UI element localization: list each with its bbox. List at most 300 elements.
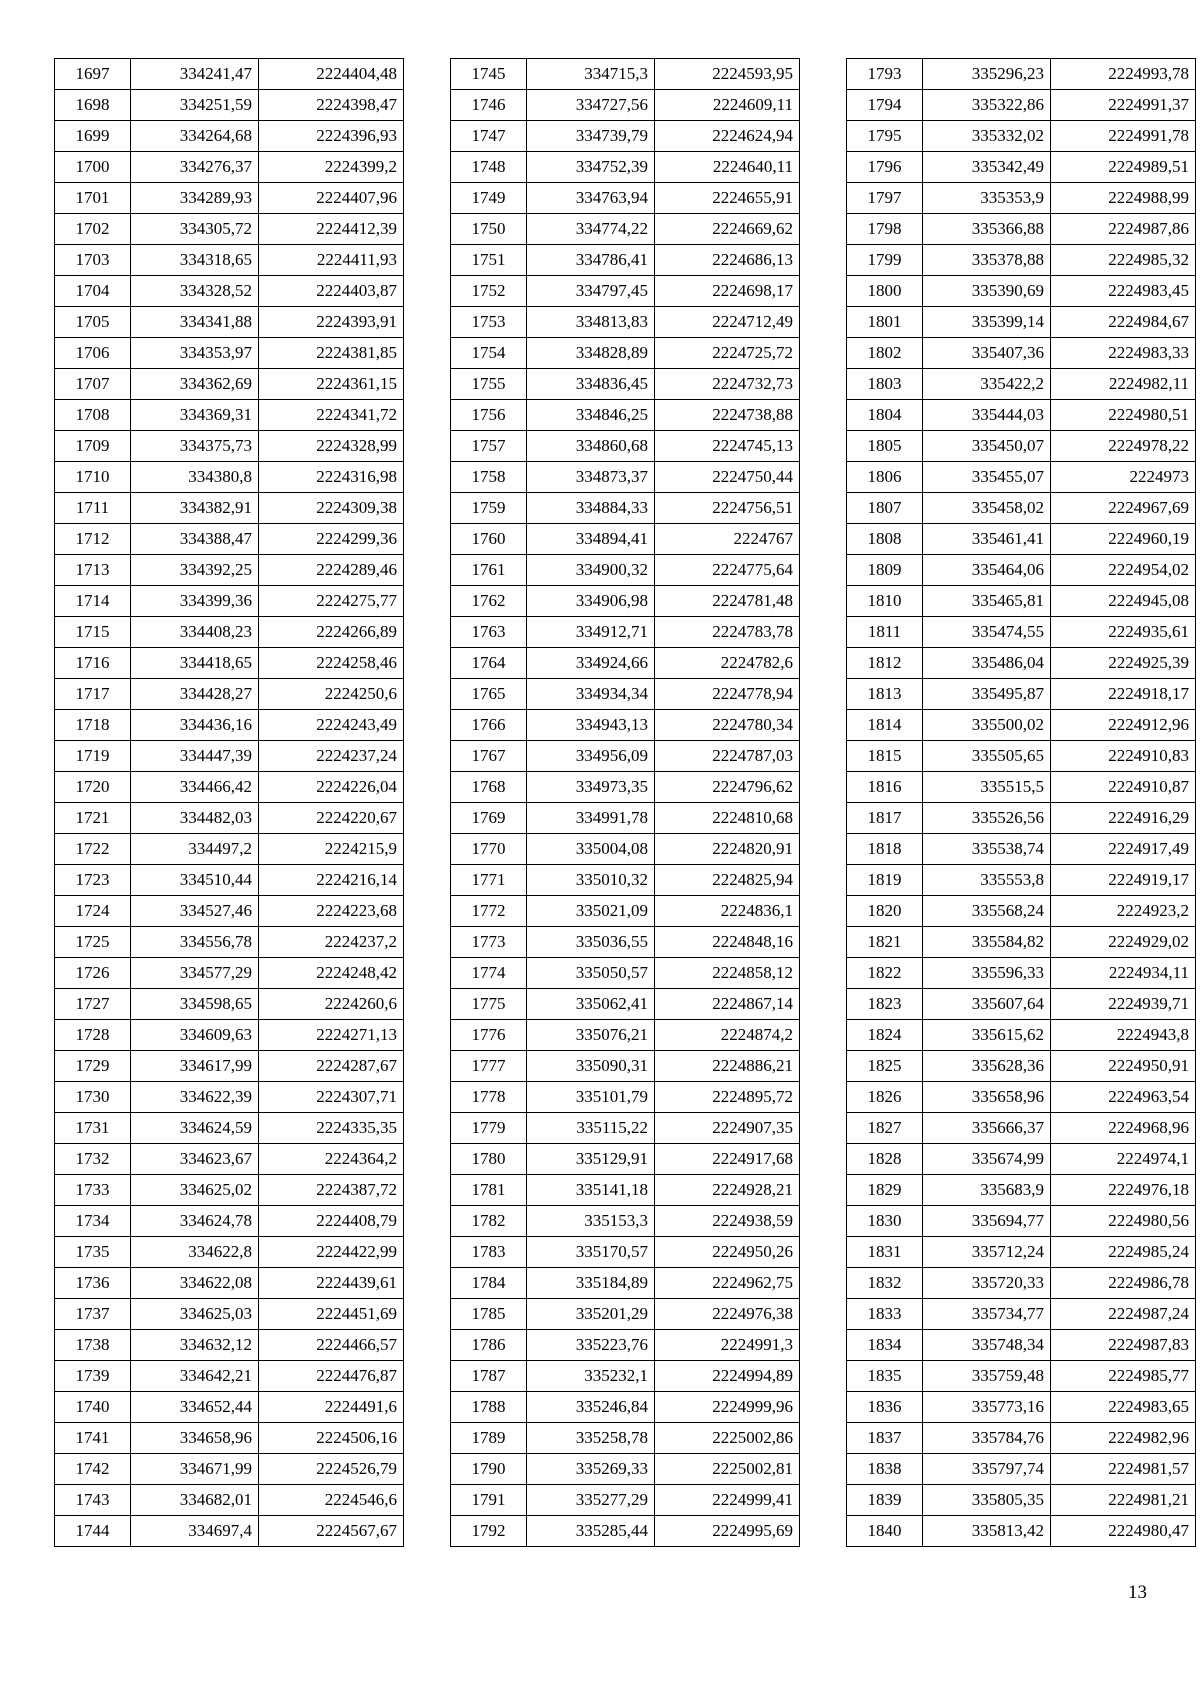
point-number-cell: 1785 [451,1299,527,1330]
x-coordinate-cell: 335269,33 [527,1454,655,1485]
x-coordinate-cell: 335455,07 [923,462,1051,493]
point-number-cell: 1708 [55,400,131,431]
point-number-cell: 1747 [451,121,527,152]
table-row [451,214,800,245]
y-coordinate-cell: 2224974,1 [1051,1144,1196,1175]
x-coordinate-cell: 334408,23 [131,617,259,648]
x-coordinate-cell: 335010,32 [527,865,655,896]
y-coordinate-cell: 2224216,14 [259,865,404,896]
x-coordinate-cell: 335223,76 [527,1330,655,1361]
y-coordinate-cell: 2224934,11 [1051,958,1196,989]
point-number-cell: 1765 [451,679,527,710]
table-row [847,493,1196,524]
point-number-cell: 1809 [847,555,923,586]
point-number-cell: 1775 [451,989,527,1020]
point-number-cell: 1834 [847,1330,923,1361]
x-coordinate-cell: 335141,18 [527,1175,655,1206]
x-coordinate-cell: 334884,33 [527,493,655,524]
x-coordinate-cell: 334763,94 [527,183,655,214]
point-number-cell: 1734 [55,1206,131,1237]
point-number-cell: 1793 [847,59,923,90]
table-row [451,1454,800,1485]
table-row [55,1485,404,1516]
point-number-cell: 1706 [55,338,131,369]
point-number-cell: 1753 [451,307,527,338]
x-coordinate-cell: 335422,2 [923,369,1051,400]
table-row [847,679,1196,710]
table-row [55,989,404,1020]
x-coordinate-cell: 334625,02 [131,1175,259,1206]
point-number-cell: 1810 [847,586,923,617]
table-row [847,927,1196,958]
x-coordinate-cell: 334369,31 [131,400,259,431]
table-row [847,741,1196,772]
y-coordinate-cell: 2224982,11 [1051,369,1196,400]
y-coordinate-cell: 2224698,17 [655,276,800,307]
y-coordinate-cell: 2224983,33 [1051,338,1196,369]
x-coordinate-cell: 334991,78 [527,803,655,834]
point-number-cell: 1725 [55,927,131,958]
y-coordinate-cell: 2224984,67 [1051,307,1196,338]
table-row [55,710,404,741]
point-number-cell: 1704 [55,276,131,307]
x-coordinate-cell: 334912,71 [527,617,655,648]
x-coordinate-cell: 335129,91 [527,1144,655,1175]
point-number-cell: 1801 [847,307,923,338]
x-coordinate-cell: 335258,78 [527,1423,655,1454]
x-coordinate-cell: 335759,48 [923,1361,1051,1392]
table-row [451,183,800,214]
y-coordinate-cell: 2224968,96 [1051,1113,1196,1144]
x-coordinate-cell: 335115,22 [527,1113,655,1144]
table-row [55,338,404,369]
point-number-cell: 1816 [847,772,923,803]
x-coordinate-cell: 335666,37 [923,1113,1051,1144]
x-coordinate-cell: 335658,96 [923,1082,1051,1113]
table-row [847,710,1196,741]
table-row [55,1268,404,1299]
table-row [847,1113,1196,1144]
point-number-cell: 1831 [847,1237,923,1268]
table-row [847,400,1196,431]
table-row [55,1423,404,1454]
point-number-cell: 1837 [847,1423,923,1454]
y-coordinate-cell: 2224923,2 [1051,896,1196,927]
x-coordinate-cell: 334894,41 [527,524,655,555]
x-coordinate-cell: 334739,79 [527,121,655,152]
y-coordinate-cell: 2224782,6 [655,648,800,679]
y-coordinate-cell: 2224381,85 [259,338,404,369]
point-number-cell: 1707 [55,369,131,400]
point-number-cell: 1750 [451,214,527,245]
table-row [451,1175,800,1206]
point-number-cell: 1784 [451,1268,527,1299]
table-row [847,59,1196,90]
y-coordinate-cell: 2224364,2 [259,1144,404,1175]
x-coordinate-cell: 334556,78 [131,927,259,958]
table-row [451,1237,800,1268]
x-coordinate-cell: 335101,79 [527,1082,655,1113]
point-number-cell: 1711 [55,493,131,524]
x-coordinate-cell: 335170,57 [527,1237,655,1268]
point-number-cell: 1792 [451,1516,527,1547]
point-number-cell: 1781 [451,1175,527,1206]
y-coordinate-cell: 2224980,47 [1051,1516,1196,1547]
x-coordinate-cell: 335407,36 [923,338,1051,369]
table-row [451,1423,800,1454]
x-coordinate-cell: 335813,42 [923,1516,1051,1547]
x-coordinate-cell: 335797,74 [923,1454,1051,1485]
point-number-cell: 1777 [451,1051,527,1082]
x-coordinate-cell: 335734,77 [923,1299,1051,1330]
y-coordinate-cell: 2224929,02 [1051,927,1196,958]
point-number-cell: 1800 [847,276,923,307]
x-coordinate-cell: 335366,88 [923,214,1051,245]
y-coordinate-cell: 2224928,21 [655,1175,800,1206]
point-number-cell: 1738 [55,1330,131,1361]
table-row [55,865,404,896]
table-row [451,59,800,90]
point-number-cell: 1788 [451,1392,527,1423]
table-row [55,276,404,307]
y-coordinate-cell: 2224945,08 [1051,586,1196,617]
x-coordinate-cell: 334353,97 [131,338,259,369]
y-coordinate-cell: 2224732,73 [655,369,800,400]
point-number-cell: 1829 [847,1175,923,1206]
table-row [847,555,1196,586]
y-coordinate-cell: 2224910,83 [1051,741,1196,772]
table-row [451,1330,800,1361]
x-coordinate-cell: 335021,09 [527,896,655,927]
table-row [55,1206,404,1237]
y-coordinate-cell: 2224781,48 [655,586,800,617]
y-coordinate-cell: 2224987,83 [1051,1330,1196,1361]
y-coordinate-cell: 2224976,18 [1051,1175,1196,1206]
table-row [55,1392,404,1423]
table-row [847,1454,1196,1485]
point-number-cell: 1743 [55,1485,131,1516]
x-coordinate-cell: 335712,24 [923,1237,1051,1268]
point-number-cell: 1754 [451,338,527,369]
x-coordinate-cell: 335553,8 [923,865,1051,896]
y-coordinate-cell: 2224316,98 [259,462,404,493]
point-number-cell: 1705 [55,307,131,338]
table-row [451,648,800,679]
x-coordinate-cell: 335694,77 [923,1206,1051,1237]
point-number-cell: 1702 [55,214,131,245]
x-coordinate-cell: 335526,56 [923,803,1051,834]
table-row [55,958,404,989]
x-coordinate-cell: 335153,3 [527,1206,655,1237]
y-coordinate-cell: 2224981,57 [1051,1454,1196,1485]
y-coordinate-cell: 2224783,78 [655,617,800,648]
point-number-cell: 1818 [847,834,923,865]
y-coordinate-cell: 2224989,51 [1051,152,1196,183]
point-number-cell: 1776 [451,1020,527,1051]
table-row [847,1144,1196,1175]
point-number-cell: 1813 [847,679,923,710]
x-coordinate-cell: 334466,42 [131,772,259,803]
y-coordinate-cell: 2224993,78 [1051,59,1196,90]
y-coordinate-cell: 2224960,19 [1051,524,1196,555]
x-coordinate-cell: 334906,98 [527,586,655,617]
x-coordinate-cell: 335322,86 [923,90,1051,121]
point-number-cell: 1715 [55,617,131,648]
point-number-cell: 1807 [847,493,923,524]
table-row [847,121,1196,152]
x-coordinate-cell: 335004,08 [527,834,655,865]
point-number-cell: 1820 [847,896,923,927]
y-coordinate-cell: 2224712,49 [655,307,800,338]
x-coordinate-cell: 335184,89 [527,1268,655,1299]
table-row [847,462,1196,493]
point-number-cell: 1811 [847,617,923,648]
point-number-cell: 1836 [847,1392,923,1423]
table-row [847,152,1196,183]
x-coordinate-cell: 335296,23 [923,59,1051,90]
point-number-cell: 1770 [451,834,527,865]
table-row [55,648,404,679]
y-coordinate-cell: 2224669,62 [655,214,800,245]
point-number-cell: 1835 [847,1361,923,1392]
point-number-cell: 1712 [55,524,131,555]
x-coordinate-cell: 335090,31 [527,1051,655,1082]
table-row [55,1299,404,1330]
x-coordinate-cell: 335232,1 [527,1361,655,1392]
table-row [451,803,800,834]
x-coordinate-cell: 335628,36 [923,1051,1051,1082]
x-coordinate-cell: 334697,4 [131,1516,259,1547]
y-coordinate-cell: 2224307,71 [259,1082,404,1113]
y-coordinate-cell: 2224836,1 [655,896,800,927]
y-coordinate-cell: 2224309,38 [259,493,404,524]
table-row [847,369,1196,400]
y-coordinate-cell: 2224999,41 [655,1485,800,1516]
y-coordinate-cell: 2224750,44 [655,462,800,493]
point-number-cell: 1838 [847,1454,923,1485]
table-row [847,183,1196,214]
y-coordinate-cell: 2224985,32 [1051,245,1196,276]
y-coordinate-cell: 2224258,46 [259,648,404,679]
x-coordinate-cell: 334388,47 [131,524,259,555]
table-row [55,803,404,834]
table-row [451,90,800,121]
table-row [847,1175,1196,1206]
y-coordinate-cell: 2224991,37 [1051,90,1196,121]
point-number-cell: 1771 [451,865,527,896]
x-coordinate-cell: 334846,25 [527,400,655,431]
table-row [55,1175,404,1206]
table-row [451,1268,800,1299]
x-coordinate-cell: 335465,81 [923,586,1051,617]
y-coordinate-cell: 2224954,02 [1051,555,1196,586]
table-row [55,772,404,803]
y-coordinate-cell: 2224917,68 [655,1144,800,1175]
x-coordinate-cell: 335500,02 [923,710,1051,741]
table-row [55,1330,404,1361]
table-row [847,803,1196,834]
y-coordinate-cell: 2224994,89 [655,1361,800,1392]
y-coordinate-cell: 2224476,87 [259,1361,404,1392]
table-row [451,121,800,152]
point-number-cell: 1745 [451,59,527,90]
x-coordinate-cell: 335201,29 [527,1299,655,1330]
x-coordinate-cell: 334671,99 [131,1454,259,1485]
point-number-cell: 1832 [847,1268,923,1299]
table-row [847,1051,1196,1082]
table-row [451,338,800,369]
y-coordinate-cell: 2224950,91 [1051,1051,1196,1082]
table-row [847,307,1196,338]
point-number-cell: 1766 [451,710,527,741]
x-coordinate-cell: 335399,14 [923,307,1051,338]
table-row [847,896,1196,927]
table-row [55,183,404,214]
point-number-cell: 1795 [847,121,923,152]
table-row [55,431,404,462]
y-coordinate-cell: 2224874,2 [655,1020,800,1051]
x-coordinate-cell: 334577,29 [131,958,259,989]
y-coordinate-cell: 2224935,61 [1051,617,1196,648]
y-coordinate-cell: 2224407,96 [259,183,404,214]
x-coordinate-cell: 335353,9 [923,183,1051,214]
table-row [847,1206,1196,1237]
table-row [55,1082,404,1113]
y-coordinate-cell: 2224999,96 [655,1392,800,1423]
point-number-cell: 1713 [55,555,131,586]
table-row [451,586,800,617]
table-row [55,1516,404,1547]
y-coordinate-cell: 2224858,12 [655,958,800,989]
x-coordinate-cell: 334625,03 [131,1299,259,1330]
x-coordinate-cell: 334622,08 [131,1268,259,1299]
y-coordinate-cell: 2225002,86 [655,1423,800,1454]
y-coordinate-cell: 2224287,67 [259,1051,404,1082]
point-number-cell: 1727 [55,989,131,1020]
point-number-cell: 1783 [451,1237,527,1268]
x-coordinate-cell: 334527,46 [131,896,259,927]
y-coordinate-cell: 2224289,46 [259,555,404,586]
point-number-cell: 1828 [847,1144,923,1175]
point-number-cell: 1720 [55,772,131,803]
point-number-cell: 1763 [451,617,527,648]
y-coordinate-cell: 2224260,6 [259,989,404,1020]
point-number-cell: 1752 [451,276,527,307]
x-coordinate-cell: 335615,62 [923,1020,1051,1051]
table-row [55,90,404,121]
y-coordinate-cell: 2224226,04 [259,772,404,803]
y-coordinate-cell: 2224962,75 [655,1268,800,1299]
point-number-cell: 1749 [451,183,527,214]
point-number-cell: 1718 [55,710,131,741]
point-number-cell: 1779 [451,1113,527,1144]
table-row [451,276,800,307]
table-row [847,1361,1196,1392]
table-row [55,741,404,772]
table-row [55,1020,404,1051]
point-number-cell: 1814 [847,710,923,741]
x-coordinate-cell: 335444,03 [923,400,1051,431]
point-number-cell: 1757 [451,431,527,462]
y-coordinate-cell: 2224361,15 [259,369,404,400]
x-coordinate-cell: 335495,87 [923,679,1051,710]
y-coordinate-cell: 2224988,99 [1051,183,1196,214]
table-row [847,1392,1196,1423]
x-coordinate-cell: 335390,69 [923,276,1051,307]
y-coordinate-cell: 2224910,87 [1051,772,1196,803]
table-row [847,1268,1196,1299]
table-row [451,1082,800,1113]
point-number-cell: 1756 [451,400,527,431]
table-row [847,1516,1196,1547]
point-number-cell: 1839 [847,1485,923,1516]
x-coordinate-cell: 335568,24 [923,896,1051,927]
x-coordinate-cell: 334900,32 [527,555,655,586]
y-coordinate-cell: 2224825,94 [655,865,800,896]
table-row [847,1082,1196,1113]
table-row [451,431,800,462]
table-row [847,989,1196,1020]
table-row [451,989,800,1020]
x-coordinate-cell: 334652,44 [131,1392,259,1423]
point-number-cell: 1733 [55,1175,131,1206]
x-coordinate-cell: 335450,07 [923,431,1051,462]
x-coordinate-cell: 335486,04 [923,648,1051,679]
point-number-cell: 1741 [55,1423,131,1454]
table-row [55,1361,404,1392]
table-row [55,493,404,524]
y-coordinate-cell: 2224963,54 [1051,1082,1196,1113]
point-number-cell: 1714 [55,586,131,617]
point-number-cell: 1772 [451,896,527,927]
point-number-cell: 1797 [847,183,923,214]
table-row [55,617,404,648]
x-coordinate-cell: 334727,56 [527,90,655,121]
x-coordinate-cell: 334973,35 [527,772,655,803]
y-coordinate-cell: 2224546,6 [259,1485,404,1516]
y-coordinate-cell: 2224299,36 [259,524,404,555]
point-number-cell: 1739 [55,1361,131,1392]
point-number-cell: 1719 [55,741,131,772]
table-row [451,834,800,865]
x-coordinate-cell: 335784,76 [923,1423,1051,1454]
y-coordinate-cell: 2224387,72 [259,1175,404,1206]
table-row [55,214,404,245]
table-row [451,307,800,338]
table-row [847,214,1196,245]
y-coordinate-cell: 2224907,35 [655,1113,800,1144]
point-number-cell: 1735 [55,1237,131,1268]
coordinates-table-3 [846,58,1196,1547]
x-coordinate-cell: 334399,36 [131,586,259,617]
x-coordinate-cell: 334264,68 [131,121,259,152]
table-row [451,555,800,586]
point-number-cell: 1697 [55,59,131,90]
x-coordinate-cell: 334382,91 [131,493,259,524]
x-coordinate-cell: 334497,2 [131,834,259,865]
x-coordinate-cell: 334418,65 [131,648,259,679]
table-row [451,896,800,927]
x-coordinate-cell: 335720,33 [923,1268,1051,1299]
coordinates-table-1 [54,58,404,1547]
table-row [847,524,1196,555]
point-number-cell: 1815 [847,741,923,772]
point-number-cell: 1716 [55,648,131,679]
table-row [55,555,404,586]
y-coordinate-cell: 2224341,72 [259,400,404,431]
table-row [451,1361,800,1392]
point-number-cell: 1830 [847,1206,923,1237]
